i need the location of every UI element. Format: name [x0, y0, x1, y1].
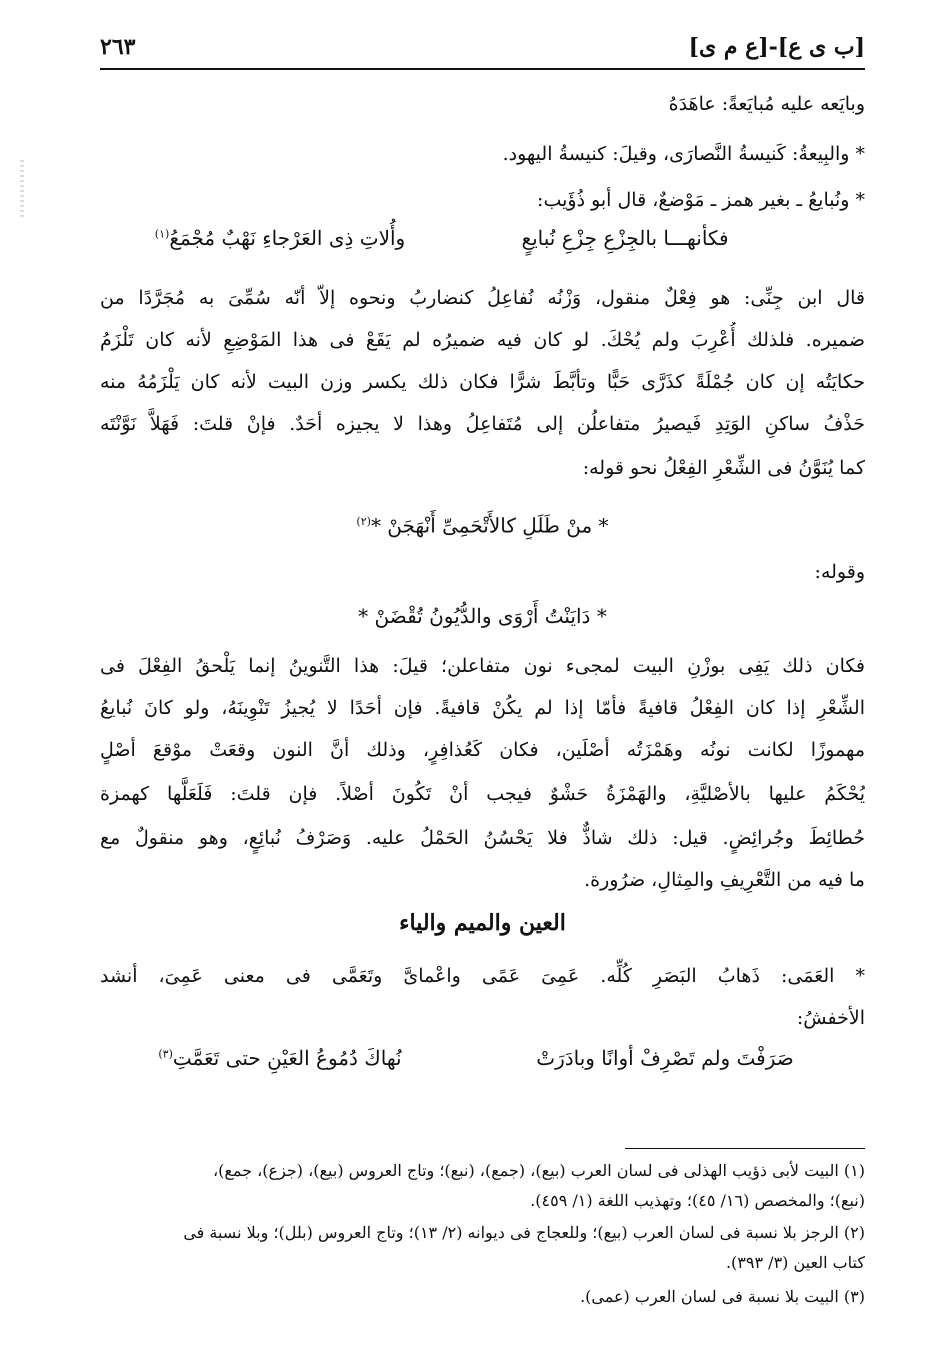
footnote-line: كتاب العين (٣/ ٣٩٣). [725, 1253, 865, 1272]
paragraph-line: حُطائِطَ وجُرائِضٍ. قيل: ذلك شاذٌّ فلا يَحْسُنُ الحَمْلُ عليه. وَصَرْفُ نُبائِعٍ، وهو منقولٌ مع [100, 827, 865, 849]
footnote-line: (١) البيت لأبى ذؤيب الهذلى فى لسان العرب (بيع)، (جمع)، (نبع)؛ وتاج العروس (بيع)، (جزع)، جمع)، [212, 1161, 865, 1180]
paragraph-line: حكايَتُه إن كان جُمْلَةً كذَرَّى حَبًّا وتأبَّطَ شرًّا فكان ذلك يكسر وزن البيت لأنه كان يَلْزَمُهُ منه [100, 371, 865, 393]
paragraph-line: الشِّعْرِ إذا كان الفِعْلُ قافيةً فأمّا إذا لم يكُنْ قافيةً. فإن أحَدًا لا يُجيزُ تَنْوِينَهُ، ولو كانَ نُبايعُ [100, 697, 865, 719]
verse-3: * دَايَنْتُ أَرْوَى والدُّيُونُ تُقْضَنْ * [358, 604, 607, 628]
footnote-ref: (٢) [356, 515, 371, 528]
page-number: ٢٦٣ [100, 34, 136, 60]
footnote-ref: (٣) [158, 1047, 173, 1061]
verse-2 [100, 504, 865, 540]
page-header [100, 30, 865, 70]
verse-text: * منْ طَلَلٍ كالأَتْحَمِىِّ أَنْهَجَنْ * [370, 513, 609, 538]
verse-1 [100, 226, 865, 266]
verse-hemistich-left [130, 1046, 430, 1070]
paragraph-line: حَذْفُ ساكنِ الوَتِدِ فَيصيرُ متفاعلُن إلى مُتَفاعِلُ وهذا لا يجيزه أحَدٌ. فإنْ قلتَ: فَهَلاَّ نَوَّنْتَه [100, 413, 865, 435]
verse-hemistich-text: نُهاكَ دُمُوعُ العَيْنِ حتى تَعَمَّتِ [172, 1046, 402, 1070]
header-rule [100, 68, 865, 70]
paragraph-line: قال ابن جِنِّى: هو فِعْلٌ منقول، وَزْنُه نُفاعِلُ كنضاربُ ونحوه إلاّ أنّه سُمِّىَ به مُجَرَّدًا من [100, 287, 865, 309]
footnote-line: (٣) البيت بلا نسبة فى لسان العرب (عمى). [580, 1287, 865, 1306]
entry-line: * والبِيعةُ: كَنيسةُ النَّصارَى، وقيلَ: كنيسةُ اليهود. [502, 143, 865, 165]
verse-hemistich-right: فكأنهـــا بالجِزْعِ جِزْعِ نُبايعٍ [521, 226, 729, 250]
paragraph-line: ما فيه من التَّعْرِيفِ والمِثالِ، ضرُورة. [584, 869, 865, 891]
paragraph-line: يُحْكَمُ عليها بالأصْليَّةِ، والهَمْزَةُ حَشْوٌ فيجب أنْ تَكُونَ أصْلاً. فإن قلتَ: فَلَعَلَّها كهمزة [100, 783, 865, 805]
text-line: وقوله: [814, 561, 865, 583]
entry-line: * ونُبايعُ ـ بغير همز ـ مَوْضعٌ، قال أبو ذُؤَيب: [537, 189, 865, 211]
footnote-rule [625, 1148, 865, 1149]
paragraph-line: * العَمَى: ذَهابُ البَصَرِ كُلِّه. عَمِىَ عَمًى واعْماىَّ وتَعَمَّى فى معنى عَمِىَ، أنشد [100, 965, 865, 987]
paragraph-line: فكان ذلك يَفِى بوزْنِ البيت لمجىء نون متفاعلن؛ قيلَ: هذا التَّنوينُ إنما يَلْحقُ الفِعْلَ فى [100, 655, 865, 677]
paragraph-line: كما يُنَوَّنُ فى الشِّعْرِ الفِعْلُ نحو قوله: [582, 457, 865, 479]
footnote-ref: (١) [154, 227, 170, 241]
section-heading: العين والميم والياء [399, 910, 566, 936]
paragraph-line: الأخفشُ: [796, 1007, 865, 1029]
margin-mark [20, 160, 24, 220]
text-line: وبايَعه عليه مُبايَعةً: عاهَدَهُ [668, 93, 865, 115]
footnote-line: (نبع)؛ والمخصص (١٦/ ٤٥)؛ وتهذيب اللغة (١/ ٤٥٩). [530, 1191, 865, 1210]
verse-hemistich-left [130, 226, 430, 250]
running-head: [ب ى ع]-[ع م ى] [688, 34, 865, 60]
paragraph-line: مهموزًا لكانت نونُه وهَمْزَتُه أصْلَين، فكان كَعُذافِرٍ، وذلك أنَّ النون وقعَتْ موْقعَ أصْلٍ [100, 739, 865, 761]
verse-hemistich-text: وأُلاتِ ذِى العَرْجاءِ نَهْبٌ مُجْمَعُ [169, 226, 406, 250]
verse-4 [100, 1046, 865, 1086]
paragraph-line: ضميره. فلذلك أُعْرِبَ ولم يُحْكَ. لو كان فيه ضميرُه لم يَقَعْ فى هذا المَوْضِعِ لأنه كان تَلْزَمُ [100, 329, 865, 351]
verse-hemistich-right: صَرَفْتَ ولم تَصْرِفْ أوانًا وبادَرَتْ [536, 1046, 794, 1070]
footnote-line: (٢) الرجز بلا نسبة فى لسان العرب (بيع)؛ وللعجاج فى ديوانه (٢/ ١٣)؛ وتاج العروس (بلل)؛ وبلا نسبة فى [183, 1223, 865, 1242]
